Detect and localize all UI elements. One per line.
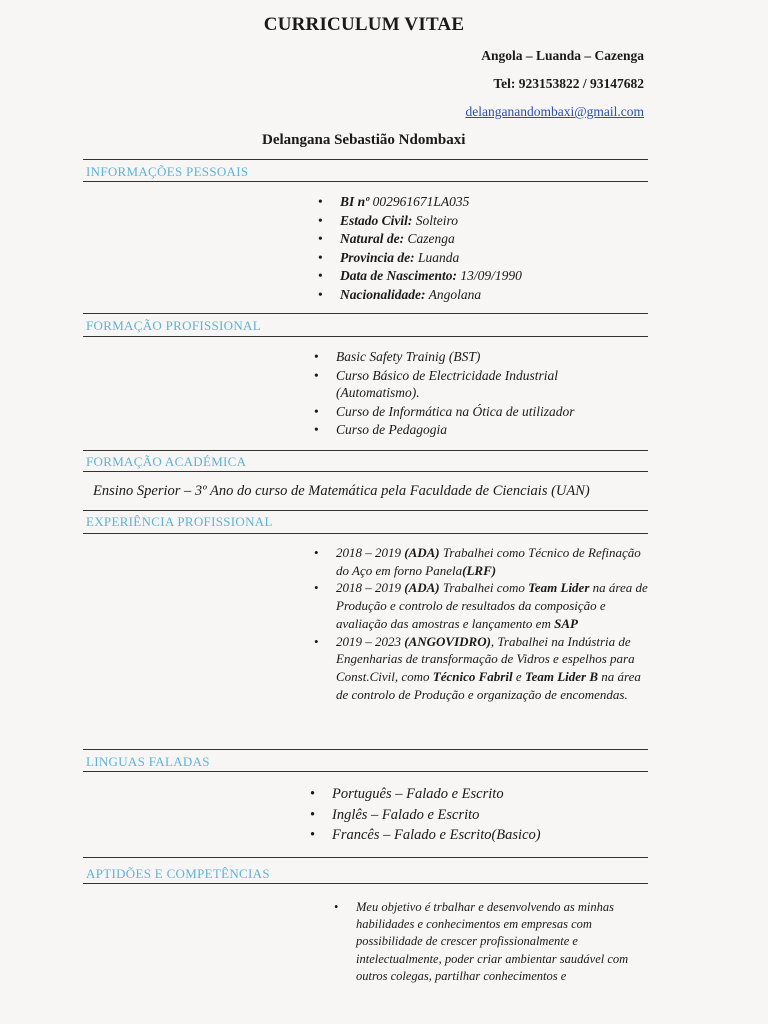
personal-info-list — [316, 193, 522, 305]
phone: Tel: 923153822 / 93147682 — [493, 76, 644, 91]
personal-info-label: Provincia de: — [340, 249, 415, 265]
personal-info-value: 13/09/1990 — [457, 268, 522, 284]
divider — [83, 749, 648, 750]
experience-emphasis: Team Lider B — [524, 668, 599, 684]
training-item: • Curso de Informática na Ótica de utilizador — [312, 403, 602, 421]
experience-text: na área de Produção e controlo de resultados da composição e avaliação das amostras e lançamento em — [336, 580, 648, 631]
language-item: • Português – Falado e Escrito — [308, 784, 541, 805]
divider — [83, 883, 648, 884]
personal-info-label: Natural de: — [340, 231, 405, 247]
experience-emphasis: (LRF) — [462, 562, 497, 578]
personal-info-value: 002961671LA035 — [369, 194, 470, 209]
divider — [83, 313, 648, 314]
divider — [83, 771, 648, 772]
personal-info-item — [316, 230, 522, 249]
personal-info-value: Luanda — [414, 249, 460, 265]
candidate-name: Delangana Sebastião Ndombaxi — [262, 132, 466, 148]
language-item: • Francês – Falado e Escrito(Basico) — [308, 825, 541, 846]
section-title-training: FORMAÇÃO PROFISSIONAL — [86, 318, 261, 333]
document-title: CURRICULUM VITAE — [263, 14, 465, 35]
divider — [83, 181, 648, 182]
experience-emphasis: (ADA) — [404, 580, 440, 596]
personal-info-label: Data de Nascimento: — [340, 268, 457, 284]
experience-text: e — [512, 668, 525, 684]
academic-entry: Ensino Sperior – 3º Ano do curso de Matemática pela Faculdade de Cienciais (UAN) — [93, 483, 590, 499]
experience-text: 2019 – 2023 — [336, 633, 405, 649]
personal-info-value: Angolana — [425, 286, 482, 302]
divider — [83, 857, 648, 858]
personal-info-item — [316, 286, 522, 305]
experience-list — [312, 544, 652, 703]
training-item: • Curso de Pedagogia — [312, 421, 602, 439]
personal-info-label: Estado Civil: — [340, 212, 413, 228]
section-title-experience: EXPERIÊNCIA PROFISSIONAL — [86, 514, 273, 529]
experience-text: , Trabalhei na Indústria de Engenharias de transformação de Vidros e espelhos para Const.Civil, como — [336, 633, 635, 684]
divider — [83, 336, 648, 337]
section-title-skills: APTIDÕES E COMPETÊNCIAS — [86, 866, 270, 881]
experience-emphasis: Team Lider — [528, 580, 590, 596]
divider — [83, 533, 648, 534]
experience-text: 2018 – 2019 — [336, 580, 405, 596]
training-item: • Curso Básico de Electricidade Industrial (Automatismo). — [312, 367, 602, 402]
divider — [83, 510, 648, 511]
experience-emphasis: SAP — [554, 615, 578, 631]
skills-list — [332, 899, 652, 985]
section-title-personal: INFORMAÇÕES PESSOAIS — [86, 164, 249, 179]
divider — [83, 471, 648, 472]
personal-info-item — [316, 267, 522, 286]
experience-text: Trabalhei como — [439, 580, 529, 596]
personal-info-label: BI nº — [340, 194, 370, 209]
section-title-academic: FORMAÇÃO ACADÉMICA — [86, 454, 247, 469]
experience-item — [312, 633, 652, 704]
experience-emphasis: Técnico Fabril — [432, 668, 513, 684]
skill-item: • Meu objetivo é trbalhar e desenvolvendo as minhas habilidades e conhecimentos em empresas com possibilidade de crescer profissionalmente e intelectualmente, poder criar ambientar saudável com outros colegas, partilhar conhecimentos e — [332, 899, 652, 985]
experience-text: na área de controlo de Produção e organização de encomendas. — [336, 668, 641, 702]
personal-info-item — [316, 193, 522, 212]
email-link[interactable]: delanganandombaxi@gmail.com — [465, 104, 644, 119]
experience-text: Trabalhei como Técnico de Refinação do Aço em forno Panela — [336, 545, 641, 578]
section-title-languages: LINGUAS FALADAS — [86, 754, 210, 769]
experience-emphasis: (ANGOVIDRO) — [404, 633, 491, 649]
experience-item — [312, 544, 652, 579]
personal-info-item — [316, 212, 522, 231]
personal-info-label: Nacionalidade: — [340, 286, 426, 302]
experience-item — [312, 579, 652, 632]
personal-info-item — [316, 249, 522, 268]
language-item: • Inglês – Falado e Escrito — [308, 805, 541, 826]
divider — [83, 450, 648, 451]
training-list — [312, 348, 602, 440]
divider — [83, 159, 648, 160]
training-item: • Basic Safety Trainig (BST) — [312, 348, 602, 366]
experience-emphasis: (ADA) — [404, 545, 440, 560]
languages-list — [308, 784, 541, 846]
address: Angola – Luanda – Cazenga — [481, 48, 644, 63]
personal-info-value: Solteiro — [412, 212, 459, 228]
experience-text: 2018 – 2019 — [336, 545, 405, 560]
personal-info-value: Cazenga — [404, 231, 455, 247]
